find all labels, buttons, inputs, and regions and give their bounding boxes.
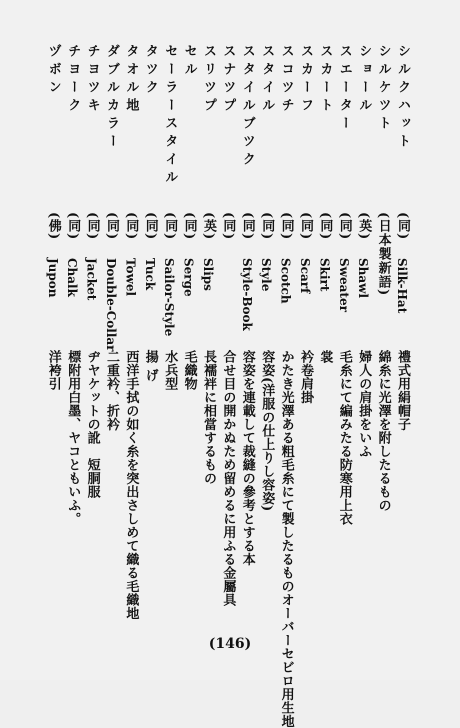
entry-language-tag: (同): [259, 212, 275, 241]
entry-english: Sailor-Style: [162, 258, 177, 337]
entry-language-tag: (佛): [45, 212, 61, 241]
entry-language-tag: (英): [201, 212, 216, 241]
entry-term: ショール: [356, 44, 372, 116]
entry-english: Silk-Hat: [395, 258, 409, 314]
entry-term: スカーフ: [298, 44, 313, 116]
entry-gloss: ヂヤケットの訛 短胴服: [84, 350, 100, 499]
entry-gloss: かたき光澤ある粗毛糸にて製したるものオーバーセビロ用生地: [278, 350, 294, 728]
glossary-entry: [392, 0, 412, 640]
entry-gloss: 綿糸に光澤を附したるもの: [375, 350, 391, 512]
entry-english: Scotch: [278, 258, 293, 304]
glossary-entry: [295, 0, 315, 640]
glossary-entry: [237, 0, 257, 640]
entry-language-tag: (同): [162, 212, 178, 241]
entry-gloss: 長襦袢に相當するもの: [201, 350, 216, 485]
entry-gloss: 毛織物: [181, 350, 197, 391]
entry-english: Tuck: [142, 258, 157, 291]
glossary-entry: [120, 0, 140, 640]
entry-term: チヨーク: [65, 44, 81, 116]
entry-english: Style-Book: [239, 258, 254, 331]
entry-term: セーラースタイル: [162, 44, 178, 188]
entry-term: スタイル: [259, 44, 275, 116]
glossary-entry: [82, 0, 102, 640]
entry-term: タツク: [142, 44, 158, 98]
entry-english: Shawl: [356, 258, 371, 299]
glossary-entry: [217, 0, 237, 640]
entry-gloss: 容姿を連載して裁縫の參考とする本: [239, 350, 255, 566]
glossary-entry: [314, 0, 334, 640]
glossary-entry: [373, 0, 393, 640]
entry-term: タオル地: [123, 44, 139, 116]
entry-gloss: 二重衿、折衿: [104, 350, 119, 431]
entry-gloss: 西洋手拭の如く糸を突出さしめて織る毛織地: [123, 350, 139, 620]
entry-language-tag: (同): [395, 212, 410, 241]
entry-term: スナツプ: [220, 44, 236, 116]
entry-english: Double-Collar: [104, 258, 118, 352]
glossary-entry: [334, 0, 354, 640]
glossary-entry: [140, 0, 160, 640]
entry-term: スタイルブツク: [239, 44, 255, 170]
entry-gloss: 洋袴引: [45, 350, 61, 391]
glossary-entry: [276, 0, 296, 728]
glossary-entry: [198, 0, 218, 640]
entry-language-tag: (同): [181, 212, 197, 241]
entry-language-tag: (同): [84, 212, 100, 241]
entry-language-tag: (同): [336, 212, 352, 241]
entry-english: Sweater: [336, 258, 351, 312]
entry-term: チヨツキ: [84, 44, 100, 116]
glossary-entry: [256, 0, 276, 640]
glossary-entry: [62, 0, 82, 640]
entry-language-tag: (同): [220, 212, 236, 241]
entry-gloss: 標附用白墨、ヤコともいふ。: [65, 350, 81, 526]
entry-gloss: 合せ目の開かぬため留めるに用ふる金屬具: [220, 350, 236, 607]
entry-language-tag: (同): [317, 212, 333, 241]
entry-language-tag: (同): [123, 212, 139, 241]
entry-term: スリツプ: [201, 44, 216, 116]
entry-english: Scarf: [298, 258, 312, 294]
entry-english: Jacket: [84, 258, 99, 301]
entry-gloss: 禮式用絹帽子: [395, 350, 410, 431]
entry-english: Towel: [123, 258, 138, 297]
glossary-entry: [179, 0, 199, 640]
entry-gloss: 毛糸にて編みたる防寒用上衣: [336, 350, 352, 526]
entry-gloss: 衿卷肩掛: [298, 350, 313, 404]
entry-language-tag: (同): [142, 212, 158, 241]
entry-term: スコツチ: [278, 44, 294, 116]
entry-gloss: 容姿(洋服の仕上りし容姿): [259, 350, 275, 512]
glossary-entry: [353, 0, 373, 640]
entry-gloss: 婦人の肩掛をいふ: [356, 350, 372, 458]
entry-language-tag: (同): [278, 212, 294, 241]
glossary-entry: [159, 0, 179, 640]
entry-term: ダブルカラー: [104, 44, 119, 152]
entry-term: ヅボン: [45, 44, 61, 98]
entry-language-tag: (日本製新語): [375, 212, 391, 297]
entry-english: Slips: [201, 258, 215, 291]
entry-english: Serge: [181, 258, 196, 297]
entry-language-tag: (同): [65, 212, 81, 241]
entry-gloss: 裳: [317, 350, 333, 364]
glossary-entry: [101, 0, 121, 640]
glossary-entry: [43, 0, 63, 640]
entry-language-tag: (英): [356, 212, 372, 241]
entry-language-tag: (同): [298, 212, 313, 241]
entry-english: Chalk: [65, 258, 80, 297]
entry-term: シルケツト: [375, 44, 391, 134]
entry-language-tag: (同): [239, 212, 255, 241]
entry-gloss: 水兵型: [162, 350, 178, 391]
entry-gloss: 揚 げ: [142, 350, 158, 383]
entry-english: Style: [259, 258, 274, 292]
entry-english: Jupon: [45, 258, 60, 298]
entry-term: シルクハット: [395, 44, 410, 152]
entry-term: スカート: [317, 44, 333, 116]
entry-language-tag: (同): [104, 212, 119, 241]
page-number: (146): [208, 636, 252, 652]
entry-term: セル: [181, 44, 197, 80]
entry-term: スエーター: [336, 44, 352, 134]
entry-english: Skirt: [317, 258, 332, 292]
